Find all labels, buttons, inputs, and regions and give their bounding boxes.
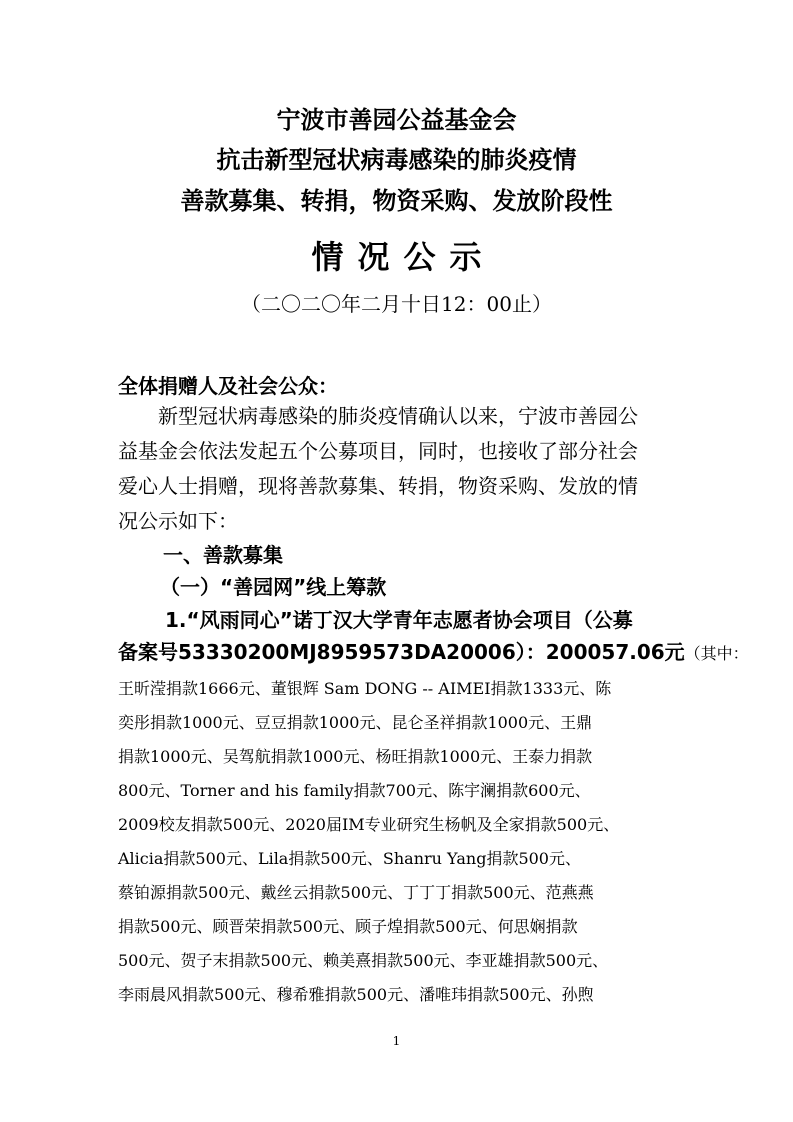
donor-line: 500元、贺子末捐款500元、赖美熹捐款500元、李亚雄捐款500元、 (118, 951, 609, 970)
donor-line: 捐款500元、顾晋荣捐款500元、顾子煌捐款500元、何思娴捐款 (118, 917, 578, 936)
organization-title: 宁波市善园公益基金会 (276, 106, 517, 134)
subtitle-line-1: 抗击新型冠状病毒感染的肺炎疫情 (216, 145, 577, 174)
subtitle-line-2: 善款募集、转捐，物资采购、发放阶段性 (180, 186, 613, 215)
page-number: 1 (392, 1034, 401, 1048)
intro-line: 爱心人士捐赠，现将善款募集、转捐，物资采购、发放的情 (118, 474, 638, 498)
salutation: 全体捐赠人及社会公众： (118, 374, 338, 398)
section-heading: 一、善款募集 (163, 543, 283, 567)
intro-line: 新型冠状病毒感染的肺炎疫情确认以来，宁波市善园公 (158, 404, 638, 428)
date-range: （二〇二〇年二月十日12：00止） (241, 292, 552, 316)
donor-line: 蔡铂源捐款500元、戴丝云捐款500元、丁丁丁捐款500元、范燕燕 (118, 883, 594, 902)
donor-line: 2009校友捐款500元、2020届IM专业研究生杨帆及全家捐款500元、 (118, 815, 620, 834)
donor-line: 捐款1000元、吴驾航捐款1000元、杨旺捐款1000元、王泰力捐款 (118, 747, 593, 766)
intro-line: 益基金会依法发起五个公募项目，同时，也接收了部分社会 (118, 439, 638, 463)
donor-line: Alicia捐款500元、Lila捐款500元、Shanru Yang捐款500元、 (118, 849, 581, 868)
donor-line: 王昕滢捐款1666元、董银辉 Sam DONG -- AIMEI捐款1333元、陈 (118, 679, 612, 698)
project-title-line-2 (118, 637, 749, 667)
main-title: 情况公示 (311, 238, 496, 276)
project-title-line-1: 1.“风雨同心”诺丁汉大学青年志愿者协会项目（公募 (165, 608, 633, 632)
project-amount: 备案号53330200MJ8959573DA20006）：200057.06元 (118, 640, 685, 664)
intro-line: 况公示如下： (118, 509, 238, 533)
subsection-heading: （一）“善园网”线上筹款 (160, 575, 387, 599)
project-note-open: （其中： (684, 644, 749, 663)
donor-line: 李雨晨风捐款500元、穆希雅捐款500元、潘唯玮捐款500元、孙煦 (118, 985, 594, 1004)
donor-line: 800元、Torner and his family捐款700元、陈宇澜捐款600元、 (118, 781, 591, 800)
donor-line: 奕彤捐款1000元、豆豆捐款1000元、昆仑圣祥捐款1000元、王鼎 (118, 713, 593, 732)
